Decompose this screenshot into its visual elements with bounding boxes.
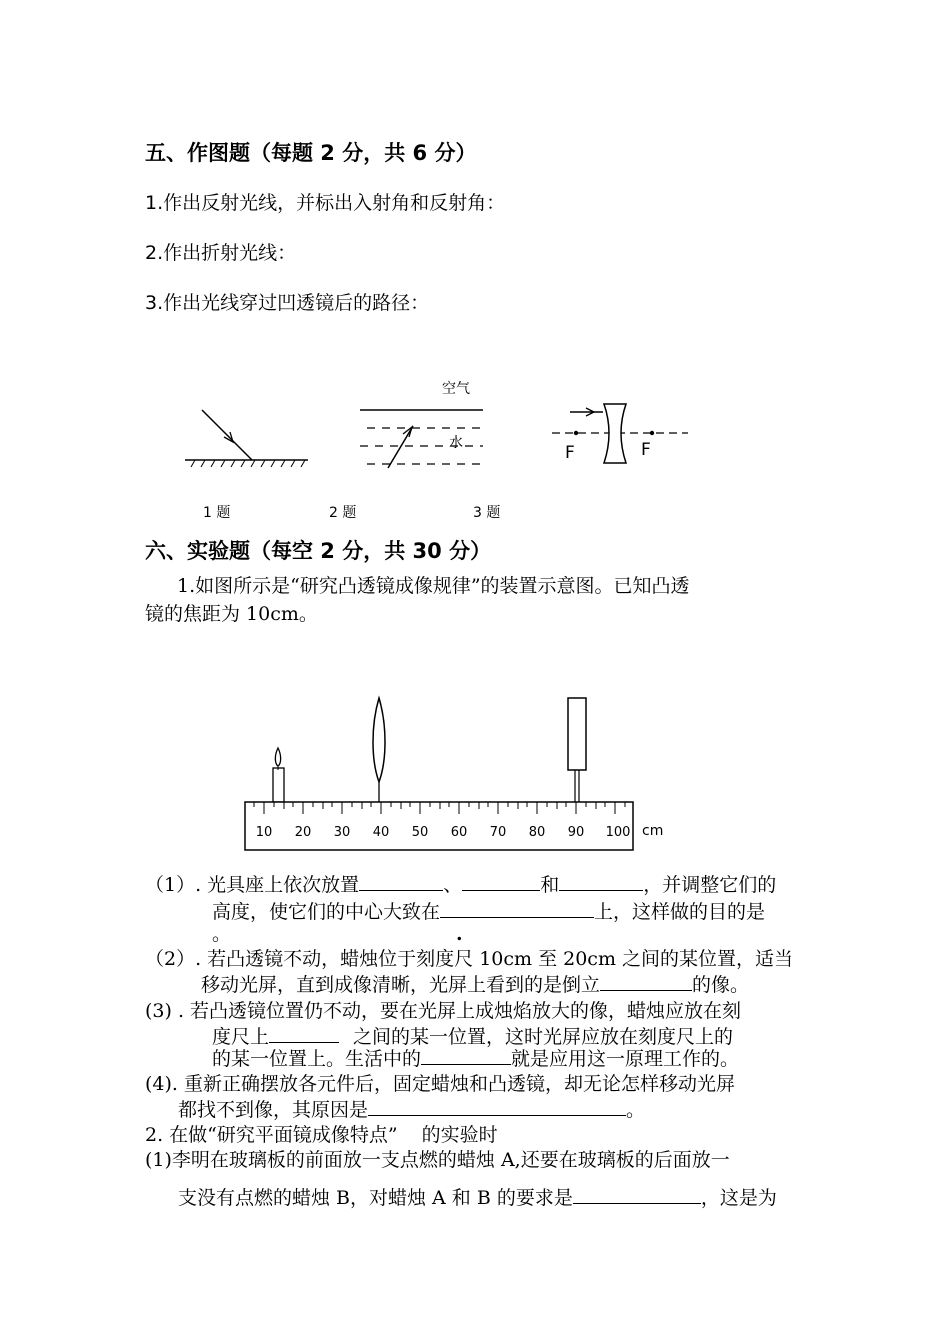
item-2-line-1: （2）. 若凸透镜不动，蜡烛位于刻度尺 10cm 至 20cm 之间的某位置，适当 xyxy=(145,948,793,970)
figure-reflection xyxy=(180,400,315,475)
figure-refraction xyxy=(355,400,495,472)
refraction-ray xyxy=(388,426,413,468)
blank-8[interactable] xyxy=(421,1046,511,1065)
item-1-line-2: 高度，使它们的中心大致在 上，这样做的目的是 xyxy=(212,901,766,923)
water-label: 水 xyxy=(449,435,463,451)
tick-label-50: 50 xyxy=(411,825,429,840)
tick-label-60: 60 xyxy=(450,825,468,840)
item-2-line-2: 移动光屏，直到成像清晰，光屏上看到的是倒立 的像。 xyxy=(201,974,750,996)
section6-title: 六、实验题（每空 2 分，共 30 分） xyxy=(145,539,492,563)
light-screen xyxy=(568,698,586,770)
item-1-line-3: 。 . xyxy=(212,923,463,945)
question-2-part-1-cont: 支没有点燃的蜡烛 B，对蜡烛 A 和 B 的要求是 ，这是为 xyxy=(178,1187,777,1209)
blank-9[interactable] xyxy=(368,1097,626,1116)
item-4-line-2: 都找不到像，其原因是 。 xyxy=(178,1099,646,1121)
item-4-line-1: (4). 重新正确摆放各元件后，固定蜡烛和凸透镜，却无论怎样移动光屏 xyxy=(145,1073,735,1095)
blank-2[interactable] xyxy=(462,872,540,891)
focus-left-label: F xyxy=(565,443,575,463)
tick-label-10: 10 xyxy=(255,825,273,840)
figure-concave-lens xyxy=(548,395,693,470)
item-3-line-1: (3) . 若凸透镜位置仍不动，要在光屏上成烛焰放大的像，蜡烛应放在刻 xyxy=(145,1000,742,1022)
question-3: 3.作出光线穿过凹透镜后的路径： xyxy=(145,292,430,314)
tick-label-30: 30 xyxy=(333,825,351,840)
caption-2: 2 题 xyxy=(329,505,357,521)
tick-label-100: 100 xyxy=(605,825,631,840)
caption-3: 3 题 xyxy=(473,505,501,521)
item-3-line-2: 度尺上 之间的某一位置，这时光屏应放在刻度尺上的 xyxy=(212,1026,734,1048)
question-2: 2.作出折射光线： xyxy=(145,242,297,264)
convex-lens xyxy=(373,698,385,782)
question-2-title: 2. 在做“研究平面镜成像特点” 的实验时 xyxy=(145,1124,498,1146)
air-label: 空气 xyxy=(442,381,470,397)
tick-label-20: 20 xyxy=(294,825,312,840)
section6-intro-1: 1.如图所示是“研究凸透镜成像规律”的装置示意图。已知凸透 xyxy=(177,575,690,597)
section6-intro-2: 镜的焦距为 10cm。 xyxy=(145,603,318,625)
tick-label-40: 40 xyxy=(372,825,390,840)
incident-ray xyxy=(202,410,252,460)
item-3-line-3: 的某一位置上。生活中的 就是应用这一原理工作的。 xyxy=(212,1048,740,1070)
blank-7[interactable] xyxy=(269,1024,339,1043)
focus-right-dot xyxy=(650,431,654,435)
caption-1: 1 题 xyxy=(203,505,231,521)
question-2-part-1: (1)李明在玻璃板的前面放一支点燃的蜡烛 A,还要在玻璃板的后面放一 xyxy=(145,1149,730,1171)
bench-unit: cm xyxy=(642,823,664,839)
candle-flame xyxy=(275,748,280,766)
blank-10[interactable] xyxy=(573,1185,701,1204)
candle xyxy=(273,768,284,802)
optical-bench-figure xyxy=(230,690,670,860)
blank-1[interactable] xyxy=(359,872,443,891)
blank-6[interactable] xyxy=(600,972,692,991)
blank-3[interactable] xyxy=(559,872,643,891)
focus-right-label: F xyxy=(641,440,651,460)
item-1-line-1: （1）. 光具座上依次放置 、 和 ，并调整它们的 xyxy=(145,874,777,896)
tick-label-80: 80 xyxy=(528,825,546,840)
focus-left-dot xyxy=(574,431,578,435)
blank-4[interactable] xyxy=(440,899,594,918)
question-1: 1.作出反射光线，并标出入射角和反射角： xyxy=(145,192,506,214)
tick-label-70: 70 xyxy=(489,825,507,840)
tick-label-90: 90 xyxy=(567,825,585,840)
section5-title: 五、作图题（每题 2 分，共 6 分） xyxy=(145,141,477,165)
